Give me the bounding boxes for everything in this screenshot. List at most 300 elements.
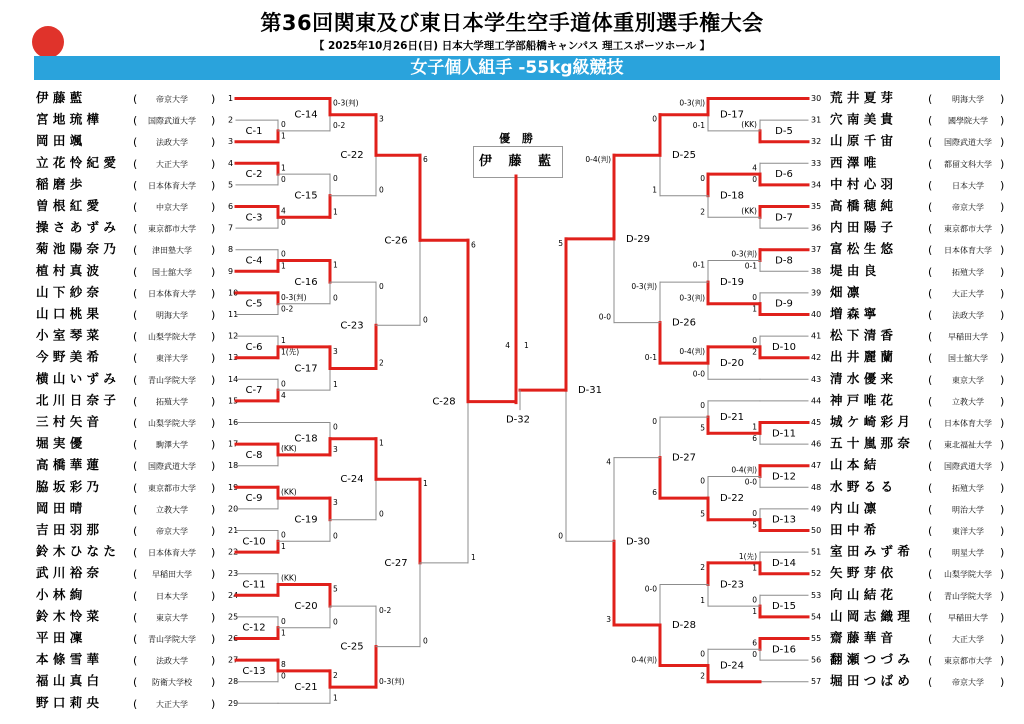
match-label: D-26 [671,317,697,329]
player-number: 11 [228,310,239,319]
match-score: 1 [281,628,286,638]
paren-close: ) [211,330,216,344]
player-number: 22 [228,547,239,557]
paren-close: ) [211,546,216,560]
match-score: 0-3(判) [731,249,757,259]
match-score: 0-3(判) [379,677,405,687]
player-number: 57 [811,677,822,687]
event-category-banner: 女子個人組手 -55kg級競技 [34,56,1000,80]
player-school: 東洋大学 [156,354,188,364]
paren-close: ) [211,632,216,646]
player-school: 山梨学院大学 [148,332,196,342]
paren-open: ( [133,459,138,473]
match-score: 0-1 [744,261,757,271]
match-score: 0 [752,595,757,605]
player-number: 9 [228,266,234,276]
player-school: 日本大学 [952,181,984,191]
player-number: 23 [228,569,239,579]
player-name: 吉 田 羽 那 [36,522,100,537]
match-label: C-19 [294,514,318,526]
player-name: 矢 野 芽 依 [830,565,894,581]
player-name: 立 花 怜 紀 愛 [36,154,116,170]
paren-open: ( [133,481,138,495]
match-label: C-8 [245,449,263,461]
player-number: 6 [228,202,234,211]
match-score: 0 [423,636,428,646]
match-label: C-4 [245,255,263,267]
player-number: 16 [228,418,239,427]
player-number: 15 [228,396,239,406]
player-school: 駒澤大学 [156,440,188,450]
match-score: 0-4(判) [631,655,657,665]
player-school: 防衛大学校 [152,678,192,688]
match-score: 0-3(判) [333,98,359,108]
player-name: 伊 藤 藍 [36,90,83,105]
player-number: 29 [228,698,239,708]
match-score: 6 [752,638,757,648]
match-score: 0-1 [644,353,657,363]
paren-close: ) [211,567,216,581]
match-score: 0-2 [281,304,294,314]
paren-close: ) [211,524,216,538]
match-score: 2 [333,670,338,680]
match-label: D-25 [671,150,697,162]
match-score: 5 [752,520,757,530]
match-score: 0 [752,292,757,302]
paren-open: ( [133,286,138,300]
player-number: 28 [228,677,239,687]
player-name: 岡 田 晴 [36,500,83,516]
player-name: 西 澤 唯 [830,154,877,170]
match-label: C-18 [294,433,318,445]
match-score: 0 [652,417,657,427]
paren-close: ) [211,243,216,257]
match-label: D-19 [719,277,745,289]
match-score: 4 [606,457,611,467]
paren-open: ( [133,135,138,149]
paren-close: ) [1000,416,1005,430]
paren-close: ) [211,157,216,171]
paren-open: ( [928,675,933,689]
paren-close: ) [211,654,216,668]
paren-close: ) [1000,135,1005,149]
paren-open: ( [928,394,933,408]
paren-open: ( [133,394,138,408]
paren-close: ) [1000,459,1005,473]
match-score: 1 [333,380,338,390]
paren-open: ( [928,265,933,279]
match-label: D-16 [771,644,797,656]
match-label: D-21 [719,412,745,424]
player-name: 中 村 心 羽 [830,176,894,192]
match-score: 0 [752,650,757,660]
paren-open: ( [133,178,138,192]
paren-close: ) [1000,654,1005,668]
player-name: 植 村 真 波 [36,262,100,278]
player-name: 高 橋 穂 純 [830,198,894,213]
player-school: 青山学院大学 [944,591,992,601]
paren-open: ( [133,654,138,668]
player-name: 鈴 木 怜 菜 [36,608,100,624]
paren-close: ) [1000,502,1005,516]
match-score: (KK) [281,444,297,454]
player-number: 53 [811,590,822,600]
match-score: 0-0 [598,312,611,322]
player-number: 10 [228,288,239,298]
match-score: 0 [752,174,757,184]
match-label: C-20 [294,601,318,613]
match-score: 0-3(判) [679,293,705,303]
paren-open: ( [133,330,138,344]
paren-open: ( [928,567,933,581]
paren-open: ( [133,157,138,171]
match-score: 4 [281,390,286,400]
match-label: C-15 [294,190,318,202]
paren-open: ( [928,610,933,624]
match-score: 3 [333,498,338,508]
match-score: 1 [423,479,428,489]
paren-close: ) [1000,200,1005,214]
paren-open: ( [133,589,138,603]
paren-open: ( [133,373,138,387]
player-number: 8 [228,245,234,255]
match-score: 0 [333,293,338,303]
player-number: 47 [811,461,822,471]
player-name: 向 山 結 花 [830,586,894,602]
player-school: 帝京大学 [156,95,188,104]
match-score: 0 [752,336,757,346]
match-score: 0 [281,174,286,184]
match-label: D-30 [625,536,651,548]
match-score: (KK) [741,120,757,130]
match-score: 0-1 [692,120,705,130]
paren-close: ) [1000,632,1005,646]
match-score: 1 [333,207,338,217]
player-number: 25 [228,612,239,622]
player-name: 本 條 雪 華 [36,651,100,667]
paren-open: ( [133,308,138,322]
match-score: 1 [281,542,286,552]
match-score: 4 [752,163,757,173]
player-school: 都留文科大学 [944,159,992,169]
player-number: 41 [811,331,822,341]
player-school: 東京都市大学 [148,224,196,234]
match-label: D-32 [505,414,531,426]
match-score: 0-3(判) [281,292,307,302]
player-number: 32 [811,137,822,147]
player-name: 脇 坂 彩 乃 [36,478,100,494]
player-school: 大正大学 [156,699,188,709]
match-score: 1 [652,185,657,195]
player-number: 1 [228,94,234,103]
match-label: D-6 [775,169,793,181]
player-number: 12 [228,331,239,341]
player-name: 増 森 寧 [830,306,877,321]
player-number: 56 [811,655,822,665]
match-score: 3 [333,346,338,356]
paren-open: ( [928,351,933,365]
player-name: 齋 藤 華 音 [830,630,894,645]
player-number: 43 [811,374,822,384]
match-label: D-18 [719,190,745,202]
match-score: 0 [558,531,563,541]
paren-open: ( [133,502,138,516]
player-school: 大正大学 [952,635,984,644]
match-score: 0-3(判) [631,282,657,292]
match-score: 1 [752,422,757,432]
player-number: 37 [811,245,822,255]
player-school: 早稲田大学 [948,613,988,623]
player-school: 法政大学 [156,138,188,148]
match-score: 0-2 [333,120,346,130]
match-score: 2 [700,207,705,217]
player-name: 内 田 陽 子 [830,219,894,235]
player-school: 国士舘大学 [948,354,988,364]
match-score: 1(先) [738,552,757,562]
player-number: 21 [228,526,239,535]
player-school: 国際武道大学 [944,462,992,472]
paren-close: ) [211,265,216,279]
match-score: 0 [379,282,384,292]
player-school: 日本体育大学 [944,419,992,428]
player-school: 東京都市大学 [148,483,196,493]
match-score: 0-4(判) [585,155,611,165]
player-name: 鈴 木 ひ な た [36,543,116,559]
match-score: 1(先) [281,347,300,357]
match-score: 1 [281,131,286,141]
paren-open: ( [928,632,933,646]
paren-open: ( [928,438,933,452]
paren-open: ( [928,481,933,495]
paren-close: ) [1000,546,1005,560]
paren-close: ) [1000,243,1005,257]
match-score: 1 [281,336,286,346]
player-number: 48 [811,482,822,492]
paren-close: ) [211,373,216,387]
match-score: 0 [333,174,338,184]
player-name: 北 川 日 奈 子 [36,392,116,408]
player-number: 33 [811,158,822,168]
match-label: C-3 [245,212,263,224]
match-score: 1 [700,596,705,606]
paren-open: ( [133,351,138,365]
paren-close: ) [1000,438,1005,452]
match-score: 0 [379,185,384,195]
match-label: C-22 [340,150,364,162]
match-score: 0 [700,649,705,659]
match-score: 0 [281,616,286,626]
match-label: C-24 [340,474,364,486]
paren-close: ) [1000,92,1005,106]
player-number: 26 [228,634,239,643]
match-label: C-14 [294,109,318,121]
player-name: 室 田 み ず 希 [830,543,910,559]
match-label: D-15 [771,601,797,613]
player-school: 帝京大学 [952,678,984,688]
player-name: 穴 南 美 貴 [830,111,894,127]
match-score: 1 [524,341,529,350]
player-school: 東京大学 [952,375,984,385]
match-score: 2 [379,358,384,368]
player-number: 27 [228,655,239,665]
match-score: 6 [652,488,657,498]
player-school: 早稲田大学 [948,332,988,342]
paren-close: ) [1000,351,1005,365]
player-name: 内 山 凛 [830,500,877,516]
paren-open: ( [928,200,933,214]
paren-open: ( [928,654,933,668]
player-school: 国際武道大学 [944,138,992,148]
paren-close: ) [211,697,216,711]
match-score: 1 [471,552,476,562]
player-school: 山梨学院大学 [944,570,992,580]
player-school: 青山学院大学 [148,635,196,644]
player-name: 岡 田 颯 [36,133,83,149]
player-number: 3 [228,137,234,147]
match-label: D-23 [719,579,745,591]
player-number: 19 [228,482,239,492]
paren-close: ) [1000,178,1005,192]
player-name: 畑 凛 [830,284,860,300]
match-label: C-28 [432,396,456,408]
player-number: 40 [811,310,822,319]
player-name: 田 中 希 [830,522,877,537]
match-score: 0-4(判) [679,346,705,356]
player-school: 日本体育大学 [148,289,196,299]
match-label: C-23 [340,320,364,332]
match-score: (KK) [281,487,297,497]
match-score: 0-0 [744,477,757,487]
paren-close: ) [211,589,216,603]
match-score: 6 [423,155,428,165]
match-score: 3 [379,114,384,124]
page-title: 第36回関東及び東日本学生空手道体重別選手権大会 [260,11,764,35]
match-label: D-29 [625,233,651,245]
player-school: 立教大学 [952,397,984,407]
player-school: 拓殖大学 [156,397,188,407]
match-score: 5 [333,584,338,594]
paren-open: ( [133,524,138,538]
player-number: 20 [228,504,239,514]
player-name: 山 本 結 [830,457,877,473]
player-name: 野 口 莉 央 [36,694,100,710]
player-school: 立教大学 [156,505,188,515]
match-label: D-12 [771,471,797,483]
paren-open: ( [133,222,138,236]
player-school: 日本体育大学 [944,246,992,256]
player-number: 35 [811,202,822,211]
match-score: 6 [471,240,476,250]
match-score: 3 [333,444,338,454]
player-number: 2 [228,115,234,125]
player-school: 大正大学 [156,159,188,169]
paren-close: ) [1000,308,1005,322]
match-score: 2 [700,562,705,572]
player-name: 操 さ あ ず み [36,219,116,235]
match-label: C-13 [242,665,266,677]
player-school: 早稲田大学 [152,570,192,580]
match-label: C-6 [245,341,263,353]
match-label: C-21 [294,682,318,694]
paren-open: ( [928,524,933,538]
paren-close: ) [1000,157,1005,171]
match-score: 0 [379,509,384,519]
paren-close: ) [1000,286,1005,300]
player-school: 法政大学 [952,311,984,320]
player-school: 帝京大学 [156,527,188,536]
match-label: C-26 [384,235,408,247]
player-school: 日本大学 [156,591,188,601]
paren-close: ) [1000,567,1005,581]
player-name: 堀 田 つ ば め [830,673,910,689]
player-school: 国際武道大学 [148,116,196,126]
player-school: 国士舘大学 [152,267,192,277]
match-score: 0 [423,315,428,325]
match-score: 0-1 [692,260,705,270]
player-number: 54 [811,612,822,622]
player-number: 50 [811,526,822,535]
paren-open: ( [133,546,138,560]
paren-open: ( [133,243,138,257]
paren-close: ) [1000,373,1005,387]
paren-close: ) [211,114,216,128]
event-date-venue: 【 2025年10月26日(日) 日本大学理工学部船橋キャンパス 理工スポーツホール 】 [313,40,711,52]
match-label: D-9 [775,298,793,310]
paren-open: ( [133,632,138,646]
match-label: D-22 [719,493,745,505]
paren-close: ) [211,675,216,689]
match-label: D-5 [775,125,793,137]
player-name: 小 室 琴 菜 [36,327,100,343]
match-score: 0 [281,218,286,228]
paren-close: ) [1000,394,1005,408]
player-name: 福 山 真 白 [36,673,100,689]
player-number: 13 [228,353,239,363]
player-name: 山 下 紗 奈 [36,284,100,300]
player-school: 東京都市大学 [944,656,992,666]
match-score: 0 [281,379,286,389]
match-score: 0 [333,531,338,541]
paren-open: ( [928,222,933,236]
match-label: D-24 [719,660,745,672]
paren-open: ( [928,178,933,192]
match-label: C-25 [340,641,364,653]
match-label: C-27 [384,557,408,569]
match-label: C-17 [294,363,318,375]
match-score: 5 [700,509,705,519]
player-school: 東京大学 [156,613,188,623]
player-name: 水 野 る る [830,478,894,494]
player-name: 武 川 裕 奈 [36,565,100,581]
player-school: 明海大学 [156,311,188,320]
match-score: 5 [558,238,563,248]
player-name: 稲 磨 歩 [36,176,83,192]
paren-close: ) [1000,481,1005,495]
match-label: C-1 [245,125,263,137]
paren-close: ) [211,200,216,214]
match-score: 0 [281,249,286,259]
player-number: 7 [228,223,234,233]
match-label: D-28 [671,620,697,631]
player-name: 荒 井 夏 芽 [830,90,894,105]
paren-close: ) [1000,524,1005,538]
player-number: 52 [811,569,822,579]
player-school: 日本体育大学 [148,181,196,191]
player-school: 東洋大学 [952,527,984,536]
paren-open: ( [928,502,933,516]
paren-open: ( [928,114,933,128]
match-score: 2 [700,671,705,681]
